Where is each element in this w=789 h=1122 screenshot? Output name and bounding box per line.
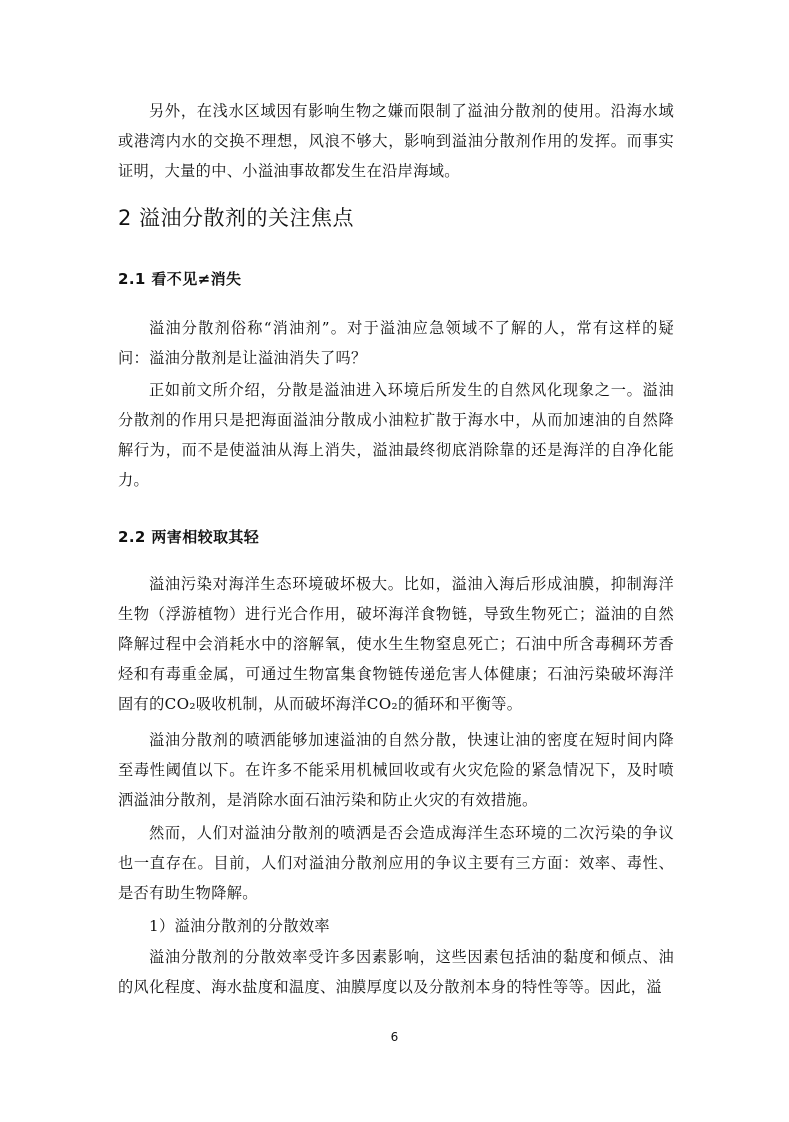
subsection-2-1-paragraph-2: 正如前文所介绍，分散是溢油进入环境后所发生的自然风化现象之一。溢油分散剂的作用只是把海面溢油分散成小油粒扩散于海水中，从而加速油的自然降解行为，而不是使溢油从海上消失，溢油最终彻底消除靠的还是海洋的自净化能力。 (118, 381, 674, 489)
list-item-dispersion-efficiency: 1）溢油分散剂的分散效率 (149, 917, 330, 935)
subsection-2-1-paragraph-1: 溢油分散剂俗称“消油剂”。对于溢油应急领域不了解的人，常有这样的疑问：溢油分散剂是让溢油消失了吗？ (118, 319, 674, 367)
subsection-2-2-paragraph-1: 溢油污染对海洋生态环境破坏极大。比如，溢油入海后形成油膜，抑制海洋生物（浮游植物）进行光合作用，破坏海洋食物链，导致生物死亡；溢油的自然降解过程中会消耗水中的溶解氧，使水生生物窒息死亡；石油中所含毒稠环芳香烃和有毒重金属，可通过生物富集食物链传递危害人体健康；石油污染破坏海洋固有的CO₂吸收机制，从而破坏海洋CO₂的循环和平衡等。 (118, 575, 674, 713)
intro-paragraph: 另外，在浅水区域因有影响生物之嫌而限制了溢油分散剂的使用。沿海水域或港湾内水的交换不理想，风浪不够大，影响到溢油分散剂作用的发挥。而事实证明，大量的中、小溢油事故都发生在沿岸海域。 (118, 102, 674, 180)
subsection-2-2-paragraph-3: 然而，人们对溢油分散剂的喷洒是否会造成海洋生态环境的二次污染的争议也一直存在。目前，人们对溢油分散剂应用的争议主要有三方面：效率、毒性、是否有助生物降解。 (118, 824, 674, 902)
subsection-heading-2-1: 2.1 看不见≠消失 (118, 270, 242, 288)
subsection-heading-2-2: 2.2 两害相较取其轻 (118, 528, 260, 546)
page-number: 6 (390, 1030, 399, 1044)
subsection-2-2-paragraph-2: 溢油分散剂的喷洒能够加速溢油的自然分散，快速让油的密度在短时间内降至毒性阈值以下。在许多不能采用机械回收或有火灾危险的紧急情况下，及时喷洒溢油分散剂，是消除水面石油污染和防止火灾的有效措施。 (118, 731, 674, 809)
subsection-2-2-paragraph-4: 溢油分散剂的分散效率受许多因素影响，这些因素包括油的黏度和倾点、油的风化程度、海水盐度和温度、油膜厚度以及分散剂本身的特性等等。因此，溢 (118, 948, 674, 996)
section-heading: 2 溢油分散剂的关注焦点 (118, 206, 355, 230)
